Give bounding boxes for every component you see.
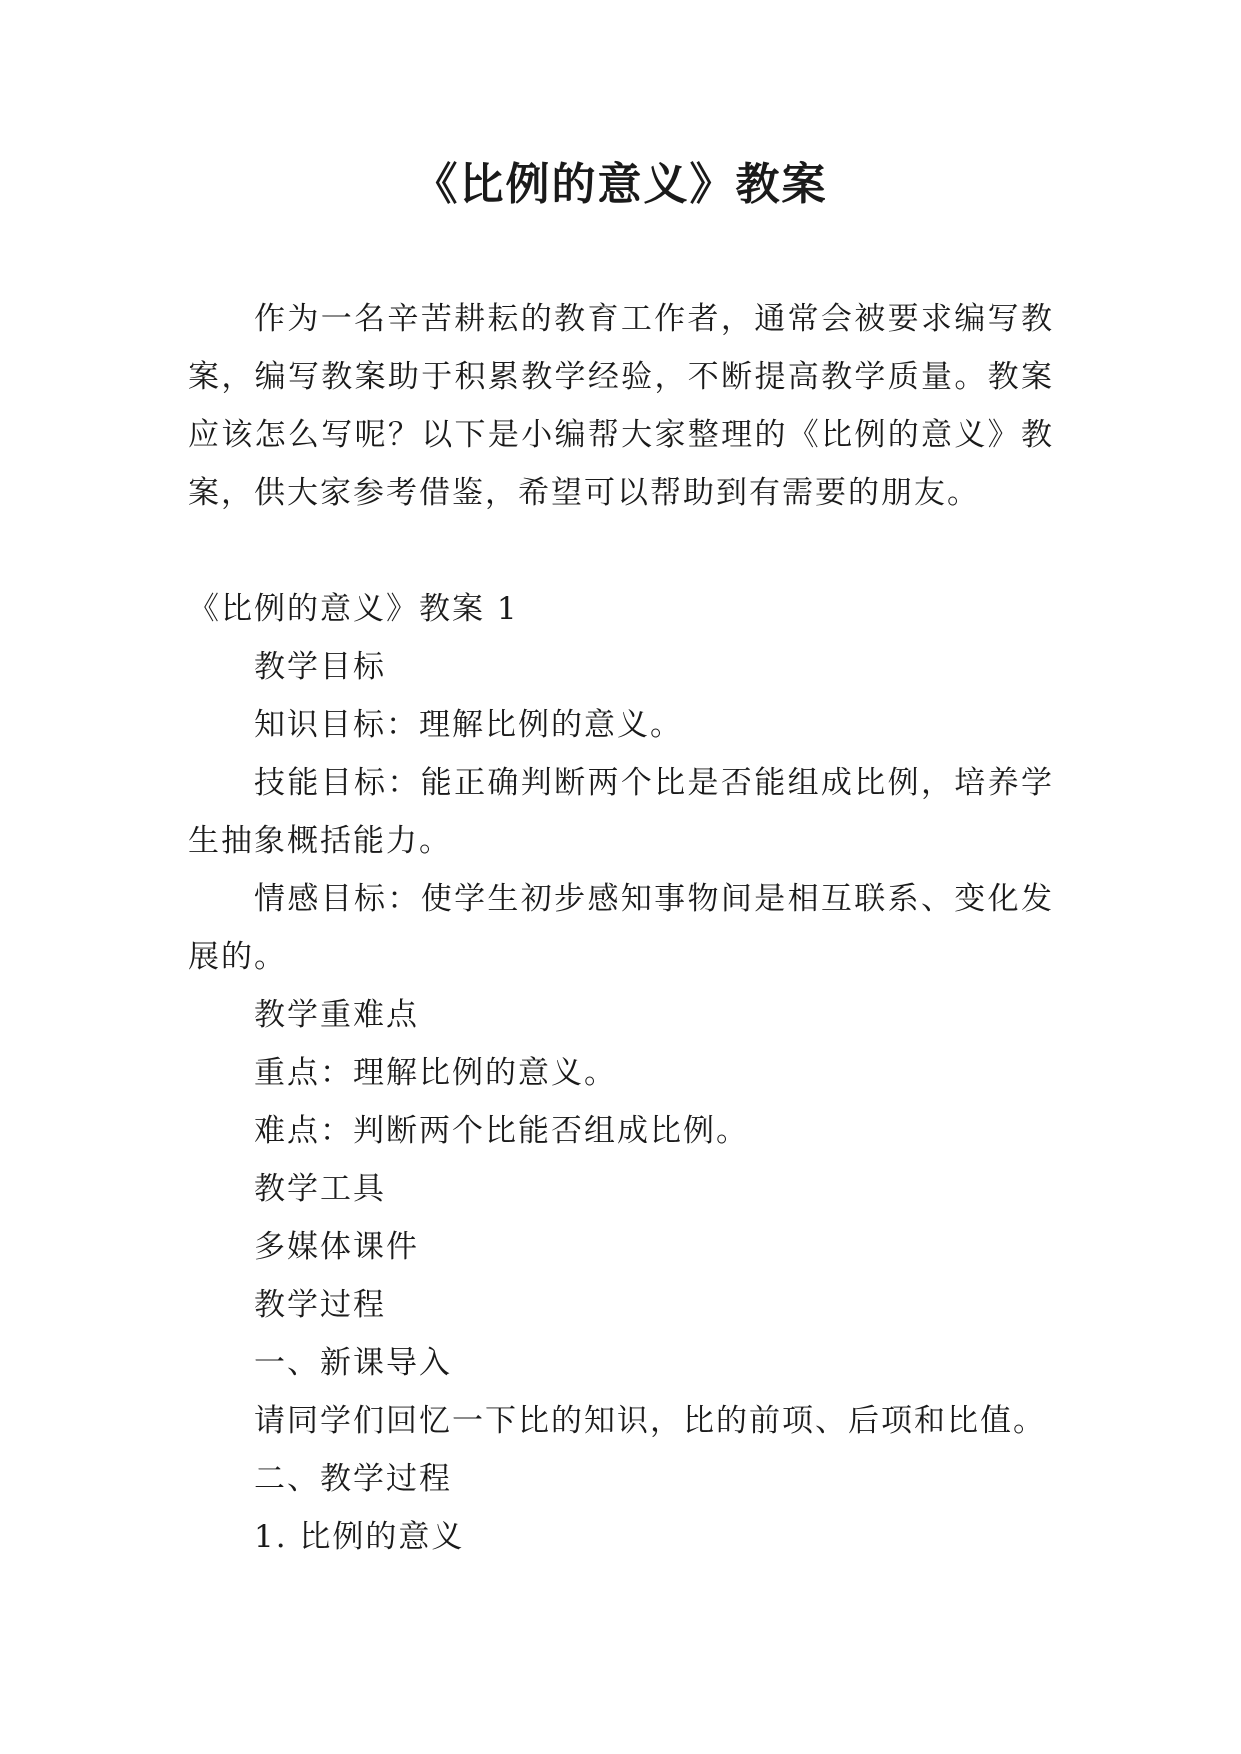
heading-teaching-tools: 教学工具 — [254, 1171, 386, 1207]
lesson-body — [188, 638, 1054, 1566]
step-new-lesson-intro: 一、新课导入 — [254, 1345, 452, 1381]
teaching-tool-item: 多媒体课件 — [254, 1229, 419, 1265]
heading-teaching-process: 教学过程 — [254, 1287, 386, 1323]
heading-teaching-goals: 教学目标 — [254, 649, 386, 685]
document-title: 《比例的意义》教案 — [413, 159, 828, 210]
skill-goal: 技能目标：能正确判断两个比是否能组成比例，培养学生抽象概括能力。 — [188, 765, 1054, 859]
subsection-ratio-meaning: 1. 比例的意义 — [254, 1519, 465, 1555]
heading-key-points: 教学重难点 — [254, 997, 419, 1033]
section-heading: 《比例的意义》教案 1 — [188, 591, 519, 627]
key-point: 重点：理解比例的意义。 — [254, 1055, 617, 1091]
emotion-goal: 情感目标：使学生初步感知事物间是相互联系、变化发展的。 — [188, 881, 1054, 975]
knowledge-goal: 知识目标：理解比例的意义。 — [254, 707, 683, 743]
intro-paragraph: 作为一名辛苦耕耘的教育工作者，通常会被要求编写教案，编写教案助于积累教学经验，不断提高教学质量。教案应该怎么写呢？以下是小编帮大家整理的《比例的意义》教案，供大家参考借鉴，希望可以帮助到有需要的朋友。 — [188, 301, 1054, 511]
difficult-point: 难点：判断两个比能否组成比例。 — [254, 1113, 749, 1149]
step-teaching-process: 二、教学过程 — [254, 1461, 452, 1497]
step-review-text: 请同学们回忆一下比的知识，比的前项、后项和比值。 — [254, 1403, 1046, 1439]
